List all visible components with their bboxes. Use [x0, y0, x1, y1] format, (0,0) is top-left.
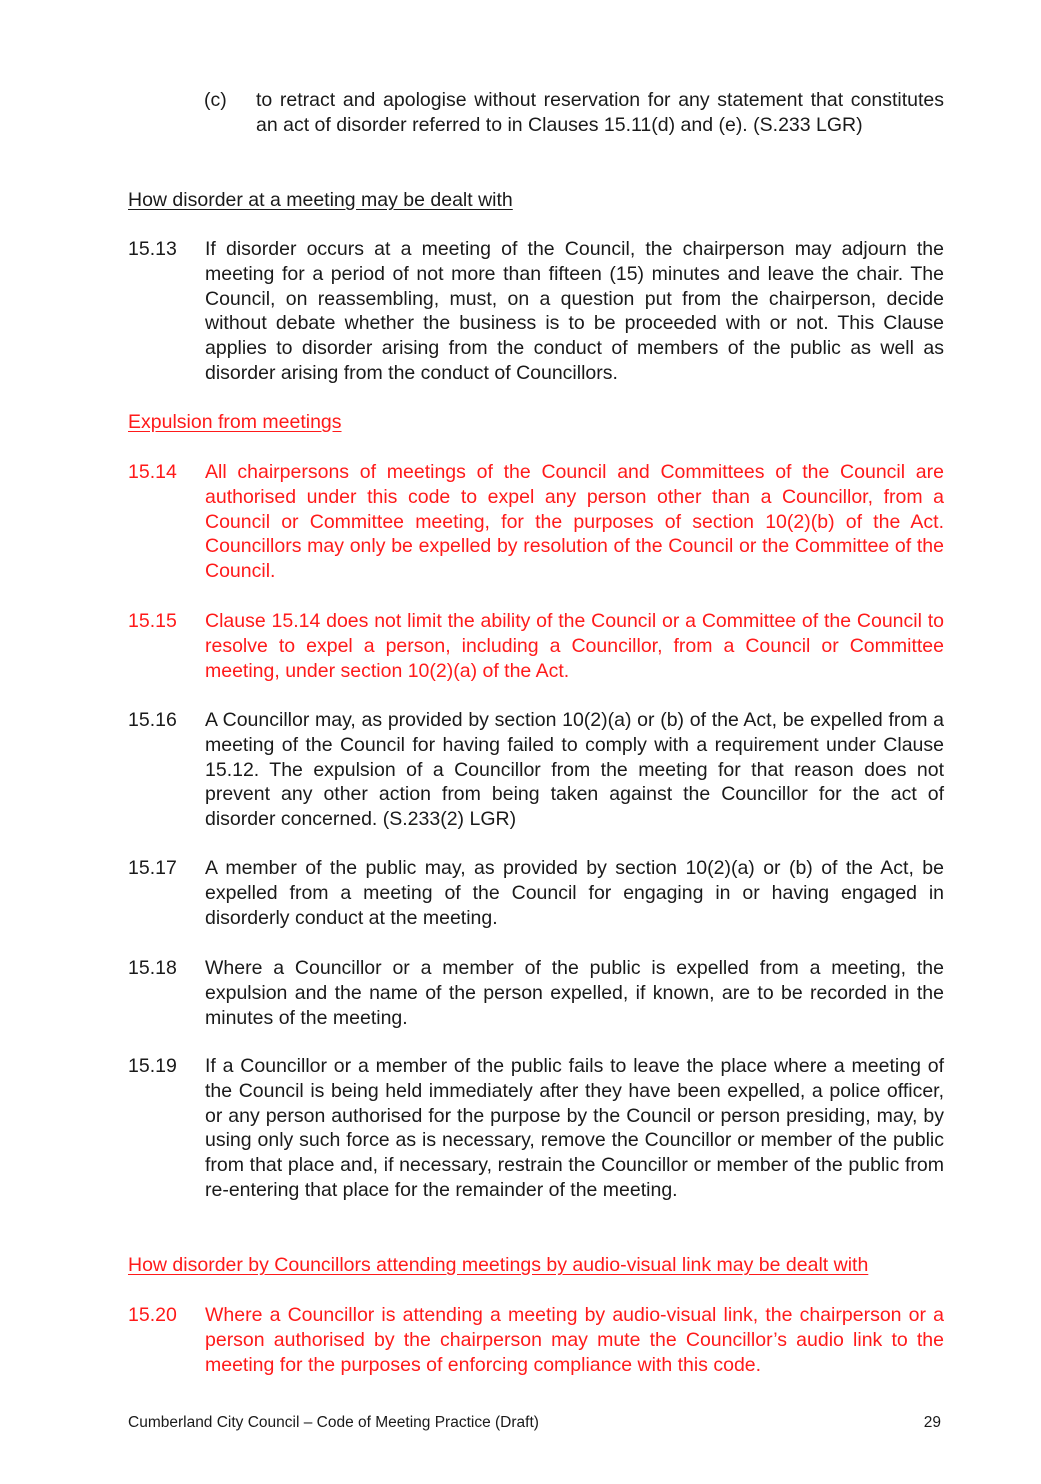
clause-number: 15.15	[128, 610, 177, 632]
clause-15-17	[128, 856, 944, 930]
list-marker: (c)	[204, 89, 227, 111]
clause-text: A member of the public may, as provided by section 10(2)(a) or (b) of the Act, be expelled from a meeting of the Council for engaging in or having engaged in disorderly conduct at the meeting.	[205, 857, 944, 929]
clause-15-20	[128, 1303, 944, 1377]
list-item-c	[204, 88, 944, 138]
clause-15-18	[128, 956, 944, 1030]
section-heading-disorder: How disorder at a meeting may be dealt with	[128, 189, 513, 211]
clause-text: If a Councillor or a member of the public fails to leave the place where a meeting of the Council is being held immediately after they have been expelled, a police officer, or any person authorised for the purpose by the Council or person presiding, may, by using only such force as is necessary, remove the Councillor or member of the public from that place and, if necessary, restrain the Councillor or member of the public from re-entering that place for the remainder of the meeting.	[205, 1055, 944, 1201]
clause-number: 15.19	[128, 1055, 177, 1077]
clause-15-16	[128, 708, 944, 832]
clause-15-14	[128, 460, 944, 584]
clause-text: Where a Councillor is attending a meeting by audio-visual link, the chairperson or a person authorised by the chairperson may mute the Councillor’s audio link to the meeting for the purposes of enforcing compliance with this code.	[205, 1304, 944, 1376]
clause-number: 15.13	[128, 238, 177, 260]
clause-number: 15.14	[128, 461, 177, 483]
clause-number: 15.20	[128, 1304, 177, 1326]
clause-15-13	[128, 237, 944, 386]
clause-text: Where a Councillor or a member of the public is expelled from a meeting, the expulsion and the name of the person expelled, if known, are to be recorded in the minutes of the meeting.	[205, 957, 944, 1029]
clause-number: 15.18	[128, 957, 177, 979]
footer-title: Cumberland City Council – Code of Meeting Practice (Draft)	[128, 1414, 539, 1431]
clause-15-19	[128, 1054, 944, 1203]
clause-15-15	[128, 609, 944, 683]
section-heading-expulsion: Expulsion from meetings	[128, 411, 342, 433]
page-number: 29	[923, 1414, 941, 1431]
clause-text: All chairpersons of meetings of the Council and Committees of the Council are authorised under this code to expel any person other than a Councillor, from a Council or Committee meeting, for the purposes of section 10(2)(b) of the Act. Councillors may only be expelled by resolution of the Council or the Committee of the Council.	[205, 461, 944, 583]
section-heading-audio-visual: How disorder by Councillors attending meetings by audio-visual link may be dealt with	[128, 1254, 869, 1276]
clause-text: A Councillor may, as provided by section 10(2)(a) or (b) of the Act, be expelled from a meeting of the Council for having failed to comply with a requirement under Clause 15.12. The expulsion of a Councillor from the meeting for that reason does not prevent any other action from being taken against the Councillor for the act of disorder concerned. (S.233(2) LGR)	[205, 709, 944, 831]
clause-number: 15.16	[128, 709, 177, 731]
list-item-text: to retract and apologise without reservation for any statement that constitutes an act of disorder referred to in Clauses 15.11(d) and (e). (S.233 LGR)	[256, 89, 944, 136]
clause-text: If disorder occurs at a meeting of the Council, the chairperson may adjourn the meeting for a period of not more than fifteen (15) minutes and leave the chair. The Council, on reassembling, must, on a question put from the chairperson, decide without debate whether the business is to be proceeded with or not. This Clause applies to disorder arising from the conduct of members of the public as well as disorder arising from the conduct of Councillors.	[205, 238, 944, 384]
clause-text: Clause 15.14 does not limit the ability of the Council or a Committee of the Council to resolve to expel a person, including a Councillor, from a Council or Committee meeting, under section 10(2)(a) of the Act.	[205, 610, 944, 682]
clause-number: 15.17	[128, 857, 177, 879]
